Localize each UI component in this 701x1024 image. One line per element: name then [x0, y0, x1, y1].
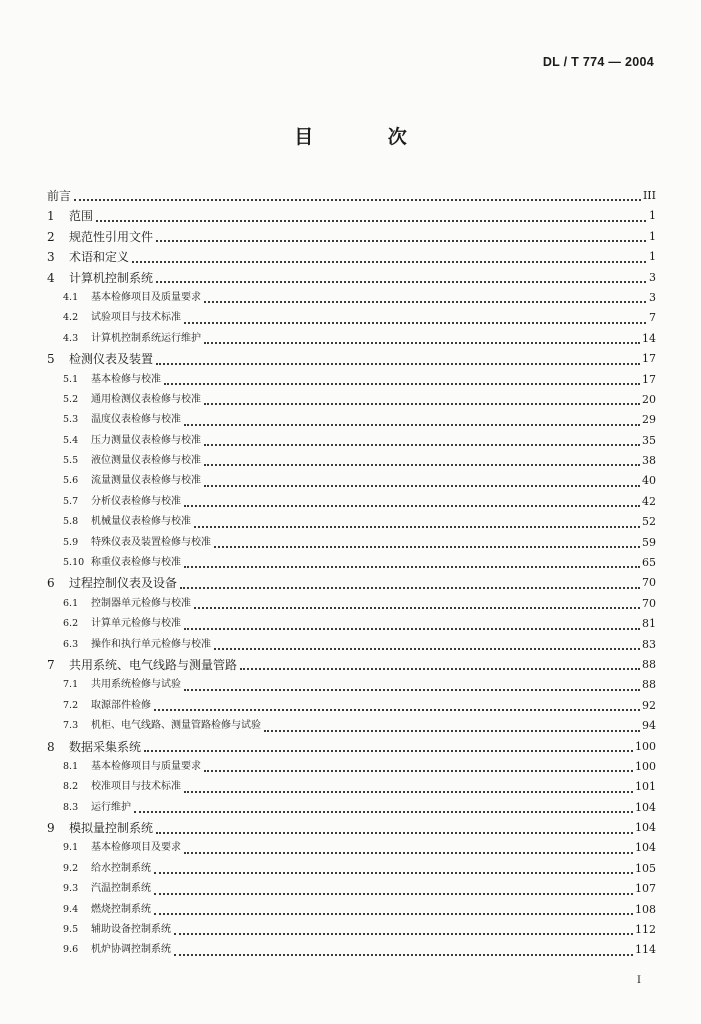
- toc-entry-page: 81: [642, 617, 656, 631]
- dot-leader: [164, 383, 640, 385]
- toc-entry-number: 4.1: [63, 291, 79, 303]
- toc-entry-page: 92: [642, 698, 656, 712]
- toc-entry-label: 操作和执行单元检修与校准: [91, 638, 211, 650]
- toc-entry-number: 6.1: [63, 597, 79, 609]
- toc-entry-label: 模拟量控制系统: [69, 821, 154, 836]
- toc-entry[interactable]: [47, 247, 656, 267]
- toc-entry-label: 过程控制仪表及设备: [69, 576, 178, 591]
- toc-entry-number: 4.2: [63, 312, 79, 324]
- toc-entry-number: 8.3: [63, 801, 79, 813]
- toc-entry-page: 17: [642, 372, 656, 386]
- dot-leader: [96, 220, 646, 222]
- dot-leader: [204, 444, 640, 446]
- toc-entry-page: III: [642, 188, 656, 202]
- toc-entry[interactable]: [47, 777, 656, 797]
- dot-leader: [184, 628, 640, 630]
- toc-entry-page: 104: [635, 800, 656, 814]
- toc-entry-page: 38: [642, 454, 656, 468]
- toc-entry-label: 控制器单元检修与校准: [91, 597, 191, 609]
- toc-entry-label: 机炉协调控制系统: [91, 944, 171, 956]
- toc-entry[interactable]: [47, 206, 656, 226]
- toc-entry[interactable]: [47, 308, 656, 328]
- toc-entry-number: 7.2: [63, 699, 79, 711]
- toc-entry-page: 88: [642, 678, 656, 692]
- toc-entry-page: 100: [635, 759, 656, 773]
- toc-entry-label: 试验项目与技术标准: [91, 312, 181, 324]
- toc-entry[interactable]: [47, 410, 656, 430]
- dot-leader: [184, 566, 640, 568]
- table-of-contents: [47, 186, 656, 961]
- dot-leader: [214, 546, 640, 548]
- toc-entry-number: 6.2: [63, 618, 79, 630]
- toc-entry-label: 取源部件检修: [91, 699, 151, 711]
- toc-entry[interactable]: [47, 533, 656, 553]
- dot-leader: [204, 464, 640, 466]
- toc-entry-number: 5.9: [63, 536, 79, 548]
- dot-leader: [194, 526, 640, 528]
- dot-leader: [214, 648, 640, 650]
- toc-entry-number: 5.3: [63, 414, 79, 426]
- toc-entry[interactable]: [47, 655, 656, 675]
- toc-entry[interactable]: [47, 798, 656, 818]
- toc-entry-label: 运行维护: [91, 801, 131, 813]
- toc-entry-label: 辅助设备控制系统: [91, 924, 171, 936]
- standard-code: DL / T 774 — 2004: [542, 55, 654, 69]
- toc-entry[interactable]: [47, 675, 656, 695]
- toc-entry-label: 前言: [47, 188, 72, 203]
- toc-entry-page: 101: [635, 780, 656, 794]
- toc-entry[interactable]: [47, 227, 656, 247]
- page-number: I: [637, 975, 641, 986]
- toc-entry-page: 17: [642, 352, 656, 366]
- dot-leader: [204, 485, 640, 487]
- toc-entry-number: 9.3: [63, 883, 79, 895]
- toc-entry-number: 5.6: [63, 475, 79, 487]
- toc-entry[interactable]: [47, 940, 656, 960]
- dot-leader: [156, 832, 633, 834]
- toc-entry-label: 术语和定义: [69, 250, 130, 265]
- toc-entry-page: 70: [642, 576, 656, 590]
- toc-entry[interactable]: [47, 594, 656, 614]
- dot-leader: [194, 607, 640, 609]
- toc-entry-label: 计算机控制系统: [69, 270, 154, 285]
- toc-entry-label: 校准项目与技术标准: [91, 781, 181, 793]
- toc-entry-number: 7.1: [63, 679, 79, 691]
- toc-entry[interactable]: [47, 900, 656, 920]
- toc-entry-label: 汽温控制系统: [91, 883, 151, 895]
- toc-entry-page: 14: [642, 331, 656, 345]
- toc-entry-label: 流量测量仪表检修与校准: [91, 475, 201, 487]
- toc-entry-label: 数据采集系统: [69, 739, 142, 754]
- toc-entry[interactable]: [47, 859, 656, 879]
- dot-leader: [204, 301, 646, 303]
- toc-entry-page: 20: [642, 392, 656, 406]
- toc-entry-page: 107: [635, 882, 656, 896]
- toc-entry-label: 检测仪表及装置: [69, 352, 154, 367]
- toc-entry-label: 特殊仪表及装置检修与校准: [91, 536, 211, 548]
- toc-entry-number: 2: [47, 229, 55, 244]
- toc-entry[interactable]: [47, 635, 656, 655]
- toc-entry-number: 9.5: [63, 924, 79, 936]
- toc-entry-number: 4.3: [63, 332, 79, 344]
- dot-leader: [204, 403, 640, 405]
- dot-leader: [184, 852, 633, 854]
- toc-entry[interactable]: [47, 512, 656, 532]
- toc-entry-page: 114: [635, 943, 656, 957]
- toc-entry-number: 5.8: [63, 516, 79, 528]
- toc-entry-number: 5.10: [63, 557, 85, 569]
- toc-entry-number: 6: [47, 576, 55, 591]
- dot-leader: [132, 261, 646, 263]
- toc-entry-label: 共用系统检修与试验: [91, 679, 181, 691]
- toc-entry[interactable]: [47, 431, 656, 451]
- dot-leader: [134, 811, 633, 813]
- dot-leader: [240, 668, 640, 670]
- toc-entry[interactable]: [47, 451, 656, 471]
- toc-entry-number: 8.2: [63, 781, 79, 793]
- toc-entry-page: 1: [649, 229, 656, 243]
- toc-entry-page: 52: [642, 515, 656, 529]
- toc-entry-page: 35: [642, 433, 656, 447]
- toc-entry[interactable]: [47, 186, 656, 206]
- toc-entry[interactable]: [47, 757, 656, 777]
- toc-entry-number: 8: [47, 739, 55, 754]
- toc-entry-label: 基本检修项目与质量要求: [91, 760, 201, 772]
- dot-leader: [184, 424, 640, 426]
- toc-entry-label: 机械量仪表检修与校准: [91, 516, 191, 528]
- toc-entry[interactable]: [47, 288, 656, 308]
- toc-entry-number: 6.3: [63, 638, 79, 650]
- dot-leader: [184, 791, 633, 793]
- toc-entry-number: 7.3: [63, 720, 79, 732]
- toc-entry-number: 5.7: [63, 495, 79, 507]
- toc-entry-number: 9.4: [63, 903, 79, 915]
- toc-entry-label: 通用检测仪表检修与校准: [91, 393, 201, 405]
- toc-entry-label: 基本检修项目及质量要求: [91, 291, 201, 303]
- toc-entry-number: 3: [47, 250, 55, 265]
- dot-leader: [180, 587, 640, 589]
- toc-entry-number: 7: [47, 657, 55, 672]
- toc-entry[interactable]: [47, 553, 656, 573]
- toc-entry[interactable]: [47, 614, 656, 634]
- toc-entry-page: 104: [635, 841, 656, 855]
- toc-entry-page: 40: [642, 474, 656, 488]
- toc-entry-page: 65: [642, 556, 656, 570]
- toc-entry-page: 7: [649, 311, 656, 325]
- toc-entry[interactable]: [47, 349, 656, 369]
- toc-entry-label: 燃烧控制系统: [91, 903, 151, 915]
- toc-entry-number: 9: [47, 821, 55, 836]
- toc-entry[interactable]: [47, 839, 656, 859]
- toc-entry-number: 5.4: [63, 434, 79, 446]
- toc-entry[interactable]: [47, 696, 656, 716]
- toc-entry-number: 9.1: [63, 842, 79, 854]
- toc-entry[interactable]: [47, 268, 656, 288]
- toc-entry-label: 温度仪表检修与校准: [91, 414, 181, 426]
- toc-entry-label: 给水控制系统: [91, 862, 151, 874]
- toc-entry-page: 108: [635, 902, 656, 916]
- toc-entry[interactable]: [47, 492, 656, 512]
- dot-leader: [184, 505, 640, 507]
- dot-leader: [156, 363, 640, 365]
- dot-leader: [154, 709, 640, 711]
- toc-entry-label: 基本检修与校准: [91, 373, 161, 385]
- dot-leader: [74, 199, 641, 201]
- toc-entry-label: 分析仪表检修与校准: [91, 495, 181, 507]
- toc-entry-number: 5.5: [63, 455, 79, 467]
- toc-entry-page: 70: [642, 596, 656, 610]
- toc-entry[interactable]: [47, 471, 656, 491]
- toc-entry-page: 3: [649, 270, 656, 284]
- toc-entry-number: 8.1: [63, 760, 79, 772]
- toc-entry-page: 42: [642, 494, 656, 508]
- dot-leader: [204, 342, 640, 344]
- toc-entry[interactable]: [47, 573, 656, 593]
- dot-leader: [174, 933, 633, 935]
- toc-entry-number: 9.6: [63, 944, 79, 956]
- dot-leader: [156, 281, 646, 283]
- toc-entry-label: 范围: [69, 209, 94, 224]
- toc-entry[interactable]: [47, 737, 656, 757]
- toc-entry-label: 共用系统、电气线路与测量管路: [69, 657, 238, 672]
- dot-leader: [204, 770, 633, 772]
- toc-entry-label: 规范性引用文件: [69, 229, 154, 244]
- toc-entry-number: 5.1: [63, 373, 79, 385]
- toc-entry[interactable]: [47, 920, 656, 940]
- toc-entry-page: 1: [649, 209, 656, 223]
- toc-entry-page: 83: [642, 637, 656, 651]
- toc-entry-label: 计算单元检修与校准: [91, 618, 181, 630]
- toc-entry-page: 1: [649, 250, 656, 264]
- toc-entry-number: 9.2: [63, 862, 79, 874]
- toc-entry[interactable]: [47, 716, 656, 736]
- toc-entry-page: 104: [635, 821, 656, 835]
- toc-entry-page: 29: [642, 413, 656, 427]
- toc-entry-page: 94: [642, 719, 656, 733]
- toc-entry-page: 100: [635, 739, 656, 753]
- toc-entry-page: 3: [649, 290, 656, 304]
- dot-leader: [154, 872, 633, 874]
- toc-entry-label: 称重仪表检修与校准: [91, 557, 181, 569]
- toc-entry-page: 105: [635, 861, 656, 875]
- toc-entry-number: 5.2: [63, 393, 79, 405]
- page-title: 目 次: [294, 126, 441, 148]
- toc-entry-label: 液位测量仪表检修与校准: [91, 455, 201, 467]
- toc-entry-label: 计算机控制系统运行维护: [91, 332, 201, 344]
- dot-leader: [174, 954, 633, 956]
- toc-entry[interactable]: [47, 390, 656, 410]
- dot-leader: [184, 689, 640, 691]
- toc-entry[interactable]: [47, 329, 656, 349]
- toc-entry[interactable]: [47, 818, 656, 838]
- toc-entry-label: 基本检修项目及要求: [91, 842, 181, 854]
- toc-entry-number: 5: [47, 352, 55, 367]
- toc-entry-label: 机柜、电气线路、测量管路检修与试验: [91, 720, 261, 732]
- toc-entry-page: 88: [642, 657, 656, 671]
- dot-leader: [154, 893, 633, 895]
- dot-leader: [184, 322, 646, 324]
- toc-entry-label: 压力测量仪表检修与校准: [91, 434, 201, 446]
- dot-leader: [264, 730, 640, 732]
- dot-leader: [156, 240, 646, 242]
- toc-entry-number: 1: [47, 209, 55, 224]
- dot-leader: [154, 913, 633, 915]
- toc-entry-page: 59: [642, 535, 656, 549]
- toc-entry-page: 112: [635, 923, 656, 937]
- toc-entry-number: 4: [47, 270, 55, 285]
- dot-leader: [144, 750, 633, 752]
- toc-entry[interactable]: [47, 879, 656, 899]
- toc-entry[interactable]: [47, 370, 656, 390]
